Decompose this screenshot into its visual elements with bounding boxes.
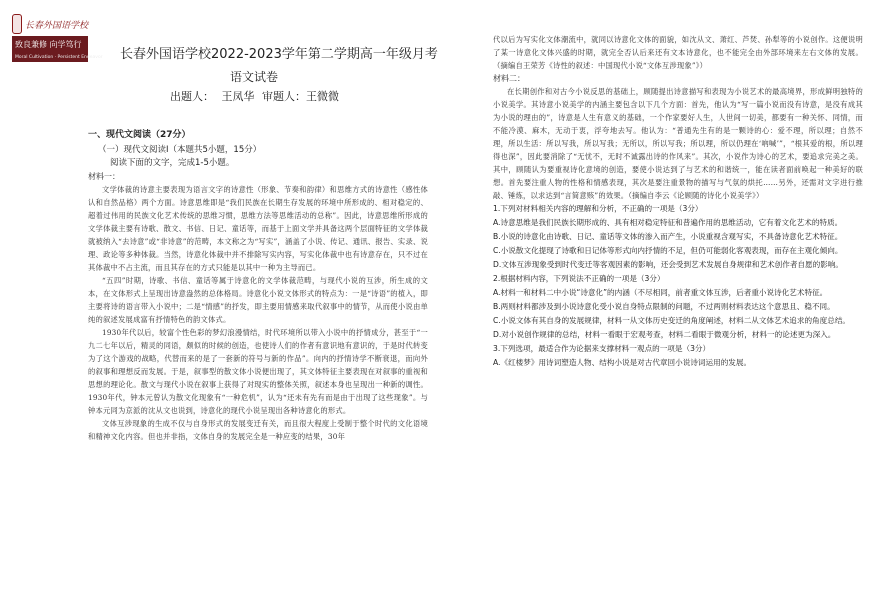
question-2: 2.根据材料内容，下列说法不正确的一项是（3分） xyxy=(493,274,665,283)
reading-instruction: 阅读下面的文字，完成1-5小题。 xyxy=(110,158,235,168)
exam-authors: 出题人： 王凤华 审题人：王微微 xyxy=(170,90,339,103)
option: A.材料一和材料二中小说“诗意化”的内涵（不尽相同，前者重文体互涉，后者重小说诗化艺术特征。 xyxy=(493,288,828,297)
option: C.小说散文化提现了诗歌和日记体等形式向内抒情的不足，但仍可能弱化客观表现，而存在主观化倾向。 xyxy=(493,246,843,255)
left-column xyxy=(88,128,428,443)
option: B.两则材料都涉及到小说诗意化受小说自身特点限制的问题，不过两则材料表达这个意思且、稳不同。 xyxy=(493,302,835,311)
question-3: 3.下列选项，最适合作为论据来支撑材料一观点的一项是（3分） xyxy=(493,344,711,353)
option: A.诗意思维是我们民族长期形成的、具有相对稳定特征和普遍作用的思维活动，它有着文化艺术的特质。 xyxy=(493,218,843,227)
paragraph: 文体互涉现象的生成不仅与自身形式的发展变迁有关，而且很大程度上受制于整个时代的文化语境和精神文化内容。但也并非指，文体自身的发展完全是一种应变的结果，30年 xyxy=(88,419,428,441)
paragraph: 1930年代以后，较富个性色彩的梦幻浪漫情结，时代环境所以带入小说中的抒情成分，甚至于“一九二七年以后，精灵的同语，颇似的时候的创造，也使诗人们的作者有意识地有意识的，于是时代转变为了这个游戏的战略，代替而来的是了一套新的符号与新的作品”。向内的抒情诗学不断衰退，而向外的叙事和理想反而发展。于是，叙事型的散文体小说便出现了，其文体特征主要表现在对叙事的重视和思想的理论化。散文与现代小说在叙事上获得了对现实的整体关照，叙述本身也呈现出一种新的调性。1930年代，钟本元曾认为散文化现象有“一种危机”，认为“还未有先有而是由于出现了这些现象”。与钟本元同为京派的沈从文也说到，诗意化的现代小说呈现出各种诗意化的形式。 xyxy=(88,328,428,415)
right-column xyxy=(493,33,863,370)
exam-subtitle: 语文试卷 xyxy=(230,70,279,84)
paragraph: 代以后为写实化文体潮流中，就同以诗意化文体的面貌，如沈从文、萧红、芦焚、孙犁等的小说创作。这便说明了某一诗意化文体兴盛的时期，就完全否认后来还有文本诗意化，也不能完全由外部环境来左右文体的发展。（摘编自王荣芳《诗性的叙述：中国现代小说“文体互涉现象”》） xyxy=(493,35,863,70)
option: D.文体互涉现象受到时代变迁等客观因素的影响，还会受到艺术发展自身规律和艺术创作者自愿的影响。 xyxy=(493,260,843,269)
paragraph: 在长期创作和对古今小说反思的基础上，顾随提出诗意描写和表现为小说艺术的最高境界，形成鲜明独特的小说美学。其诗意小说美学的内涵主要包含以下几个方面：首先，他认为“写一篇小说而没有诗意，是没有成其为小说的理由的”，诗意是人生有意义的基础，一个作家要好人生，人世间一切美，都要有一种关怀、同情，而不能冷漠、麻木，无动于衷，浮夸地去写。他认为：“普通先生有的是一颗诗的心：爱不理，所以理；自然不理，所以生活：所以写我，所以写我；无所以，所以写我；所以理，所以仍理在‘吶喊’”，“根其爱的根，所以理得也深”，因此要消除了“无忧不，无时不诚露出诗的作风来”。其次，小说作为诗心的艺术，要追求完美之美。其中，顾随认为要重视诗化意境的创造，要使小说达到了与艺术的和谐统一，能在读者面前唤起一种美好的联想。首先要注重人物的性格和情感表现，其次是要注重景物的描写与气氛的烘托……另外，还需对文字进行推敲、锤炼，以求达到“言简意赅”的效果。（摘编自李云《论顾随的诗化小说美学》） xyxy=(493,87,863,200)
paragraph: “五四”时期，诗歌、书信、童话等属于诗意化的文学体裁范畴，与现代小说的互涉，所生成的文本，在文体形式上呈现出诗意盎然的总体格局。诗意化小说文体形式的特点为：一是“诗语”的植入，即主要将诗的语言带入小说中；二是“情感”的抒发，即主要用情感来取代叙事中的情节，从而使小说由单纯的叙述发展成富有抒情特色的韵文体式。 xyxy=(88,276,428,324)
subsection-heading: （一）现代文阅读Ⅰ（本题共5小题，15分） xyxy=(98,145,262,155)
school-logo xyxy=(12,12,103,80)
logo-school-name: 长春外国语学校 xyxy=(24,20,88,31)
seal-icon xyxy=(12,14,22,34)
option: C.小说文体有其自身的发展规律，材料一从文体历史变迁的角度阐述，材料二从文体艺术追求的角度总结。 xyxy=(493,316,851,325)
option: A.《红楼梦》用诗词塑造人物、结构小说是对古代章回小说诗词运用的发展。 xyxy=(493,358,752,367)
option: B.小说的诗意化由诗歌、日记、童话等文体的渗入而产生，小说重视含观写实，不具备诗意化艺术特征。 xyxy=(493,232,843,241)
option: D.对小说创作规律的总结，材料一看眼于宏观考查，材料二看眼于微观分析，材料一的论述更为深入。 xyxy=(493,330,836,339)
section-heading: 一、现代文阅读（27分） xyxy=(88,130,191,140)
logo-top xyxy=(12,12,88,36)
logo-motto-en: Moral Cultivation · Persistent Endeavor xyxy=(12,54,88,62)
question-1: 1.下列对材料相关内容的理解和分析，不正确的一项是（3分） xyxy=(493,204,703,213)
paragraph: 文学体裁的诗意主要表现为语言文字的诗意性（形象、节奏和韵律）和思维方式的诗意性（感性体认和自然品格）两个方面。诗意思维即是“我们民族在长期生存发展的环境中所形成的、相对稳定的、超着过伟用的民族文化艺术传统的思维习惯，思维方法等思维活动的总称”。因此，诗意思维所形成的文学体裁主要有诗歌、散文、书信、日记、童话等，而基于上面文学并具备这两个层面特征的文学体裁就被纳入“去诗意”或“非诗意”的范畴，本文称之为“写实”，涵盖了小说、传记、通讯、报告、实录、说理、政论等多种体裁。当然，诗意化体裁中并不排除写实内容，写实化体裁中也有诗意存在，只不过在其体裁中不占主流，而且其存在的方式只能是以其中一种为主导而已。 xyxy=(88,185,428,272)
exam-title: 长春外国语学校2022-2023学年第二学期高一年级月考 xyxy=(120,47,438,62)
material-two-label: 材料二： xyxy=(493,74,525,83)
material-one-label: 材料一： xyxy=(88,172,120,181)
logo-motto: 致良兼修 向学笃行 xyxy=(12,36,88,54)
